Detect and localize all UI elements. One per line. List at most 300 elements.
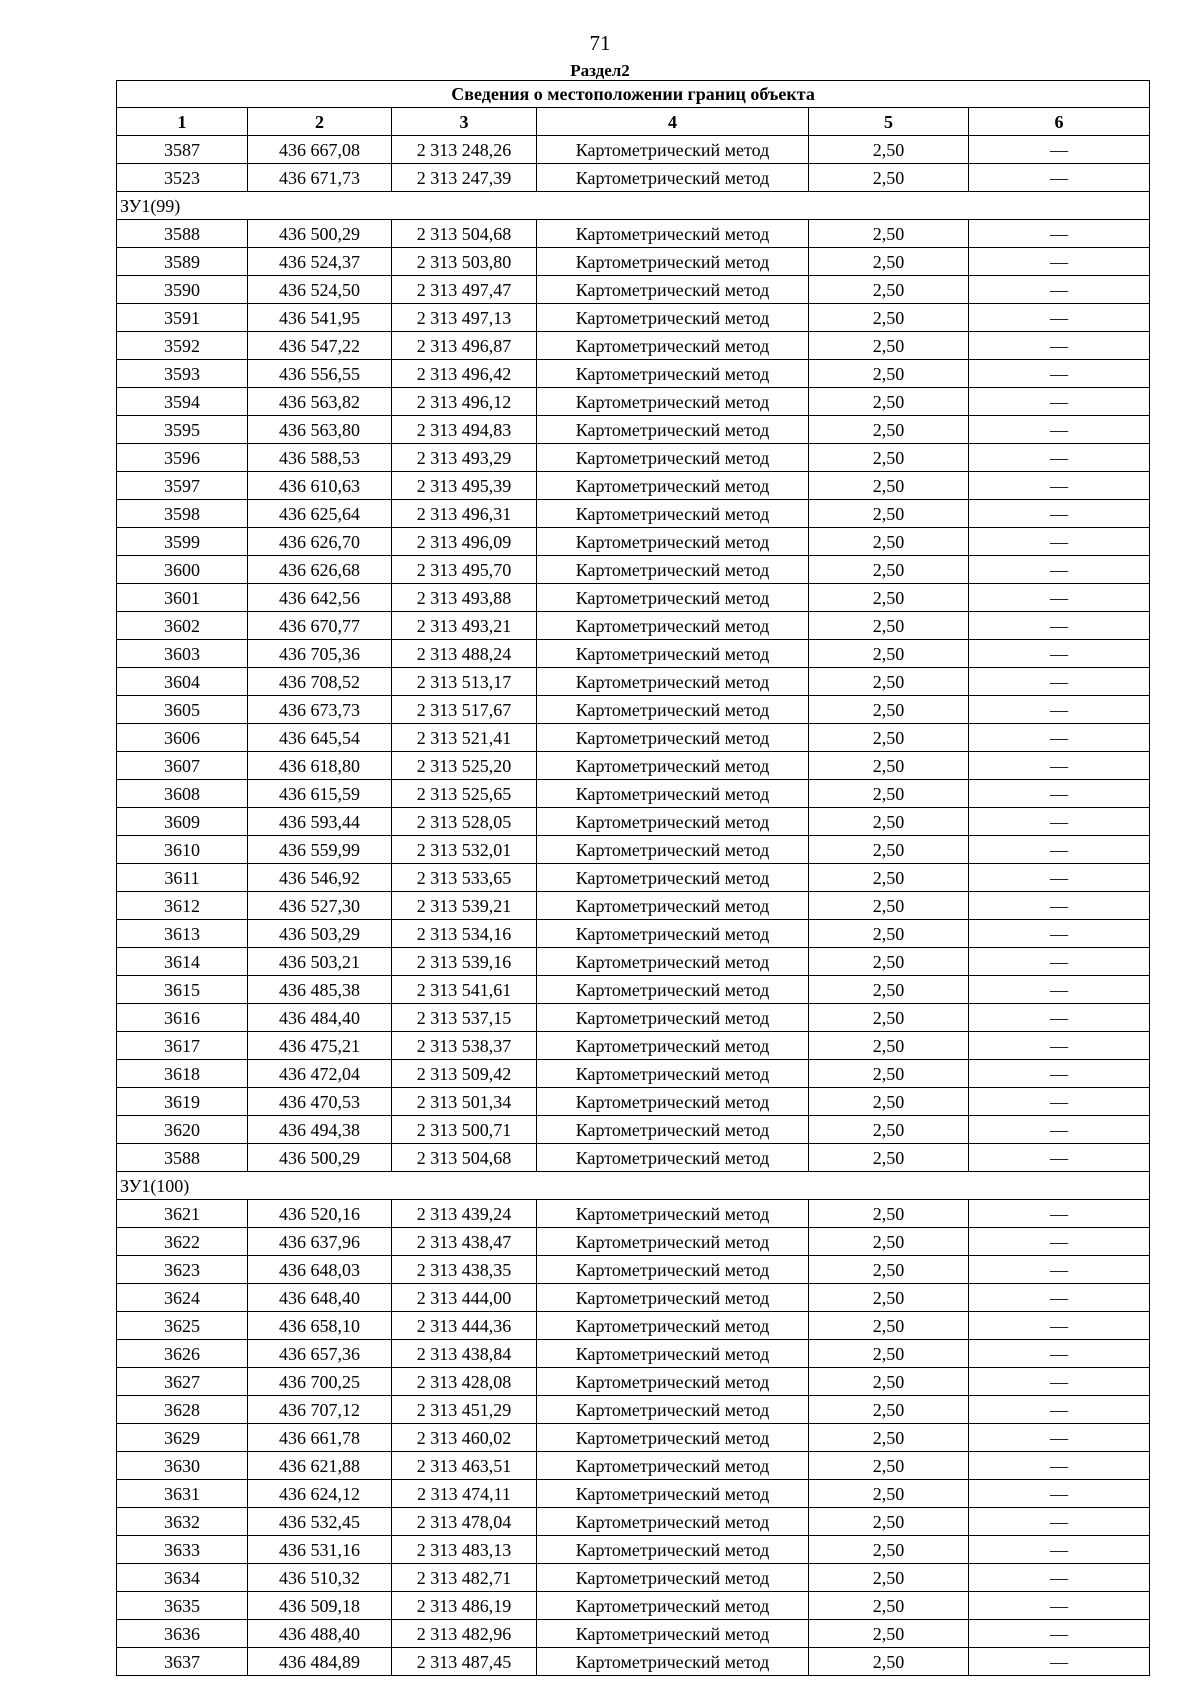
y-coordinate-cell: 2 313 509,42: [392, 1060, 537, 1088]
point-number-cell: 3601: [117, 584, 248, 612]
method-cell: Картометрический метод: [537, 1200, 809, 1228]
description-cell: —: [969, 780, 1150, 808]
method-cell: Картометрический метод: [537, 1312, 809, 1340]
description-cell: —: [969, 556, 1150, 584]
y-coordinate-cell: 2 313 539,21: [392, 892, 537, 920]
method-cell: Картометрический метод: [537, 332, 809, 360]
table-row: [117, 976, 1150, 1004]
y-coordinate-cell: 2 313 533,65: [392, 864, 537, 892]
method-cell: Картометрический метод: [537, 528, 809, 556]
point-number-cell: 3610: [117, 836, 248, 864]
x-coordinate-cell: 436 484,40: [248, 1004, 392, 1032]
method-cell: Картометрический метод: [537, 1648, 809, 1676]
y-coordinate-cell: 2 313 503,80: [392, 248, 537, 276]
table-row: [117, 696, 1150, 724]
table-row: [117, 1340, 1150, 1368]
y-coordinate-cell: 2 313 438,35: [392, 1256, 537, 1284]
description-cell: —: [969, 416, 1150, 444]
x-coordinate-cell: 436 510,32: [248, 1564, 392, 1592]
y-coordinate-cell: 2 313 497,47: [392, 276, 537, 304]
x-coordinate-cell: 436 531,16: [248, 1536, 392, 1564]
point-number-cell: 3608: [117, 780, 248, 808]
accuracy-cell: 2,50: [809, 976, 969, 1004]
description-cell: —: [969, 1424, 1150, 1452]
description-cell: —: [969, 1116, 1150, 1144]
accuracy-cell: 2,50: [809, 640, 969, 668]
point-number-cell: 3594: [117, 388, 248, 416]
accuracy-cell: 2,50: [809, 1032, 969, 1060]
y-coordinate-cell: 2 313 500,71: [392, 1116, 537, 1144]
description-cell: —: [969, 528, 1150, 556]
x-coordinate-cell: 436 708,52: [248, 668, 392, 696]
x-coordinate-cell: 436 615,59: [248, 780, 392, 808]
y-coordinate-cell: 2 313 247,39: [392, 164, 537, 192]
y-coordinate-cell: 2 313 537,15: [392, 1004, 537, 1032]
method-cell: Картометрический метод: [537, 948, 809, 976]
method-cell: Картометрический метод: [537, 1508, 809, 1536]
point-number-cell: 3629: [117, 1424, 248, 1452]
accuracy-cell: 2,50: [809, 136, 969, 164]
accuracy-cell: 2,50: [809, 1564, 969, 1592]
x-coordinate-cell: 436 593,44: [248, 808, 392, 836]
x-coordinate-cell: 436 563,80: [248, 416, 392, 444]
x-coordinate-cell: 436 484,89: [248, 1648, 392, 1676]
table-row: [117, 416, 1150, 444]
table-row: [117, 1284, 1150, 1312]
description-cell: —: [969, 136, 1150, 164]
accuracy-cell: 2,50: [809, 332, 969, 360]
description-cell: —: [969, 472, 1150, 500]
point-number-cell: 3598: [117, 500, 248, 528]
x-coordinate-cell: 436 661,78: [248, 1424, 392, 1452]
y-coordinate-cell: 2 313 517,67: [392, 696, 537, 724]
table-row: [117, 780, 1150, 808]
table-row: [117, 1424, 1150, 1452]
accuracy-cell: 2,50: [809, 528, 969, 556]
table-row: [117, 556, 1150, 584]
table-row: [117, 276, 1150, 304]
y-coordinate-cell: 2 313 486,19: [392, 1592, 537, 1620]
table-row: [117, 1508, 1150, 1536]
method-cell: Картометрический метод: [537, 164, 809, 192]
description-cell: —: [969, 1088, 1150, 1116]
point-number-cell: 3617: [117, 1032, 248, 1060]
description-cell: —: [969, 1256, 1150, 1284]
accuracy-cell: 2,50: [809, 556, 969, 584]
description-cell: —: [969, 1312, 1150, 1340]
method-cell: Картометрический метод: [537, 136, 809, 164]
point-number-cell: 3587: [117, 136, 248, 164]
description-cell: —: [969, 1284, 1150, 1312]
table-row: [117, 640, 1150, 668]
method-cell: Картометрический метод: [537, 892, 809, 920]
method-cell: Картометрический метод: [537, 1396, 809, 1424]
description-cell: —: [969, 276, 1150, 304]
x-coordinate-cell: 436 470,53: [248, 1088, 392, 1116]
y-coordinate-cell: 2 313 504,68: [392, 220, 537, 248]
point-number-cell: 3636: [117, 1620, 248, 1648]
description-cell: —: [969, 1004, 1150, 1032]
table-row: [117, 304, 1150, 332]
point-number-cell: 3607: [117, 752, 248, 780]
method-cell: Картометрический метод: [537, 696, 809, 724]
table-row: [117, 500, 1150, 528]
point-number-cell: 3627: [117, 1368, 248, 1396]
method-cell: Картометрический метод: [537, 1088, 809, 1116]
description-cell: —: [969, 696, 1150, 724]
description-cell: —: [969, 892, 1150, 920]
method-cell: Картометрический метод: [537, 724, 809, 752]
y-coordinate-cell: 2 313 495,70: [392, 556, 537, 584]
method-cell: Картометрический метод: [537, 1592, 809, 1620]
description-cell: —: [969, 948, 1150, 976]
column-number: 2: [248, 108, 392, 136]
accuracy-cell: 2,50: [809, 1480, 969, 1508]
table-row: [117, 612, 1150, 640]
table-row: [117, 1620, 1150, 1648]
y-coordinate-cell: 2 313 513,17: [392, 668, 537, 696]
x-coordinate-cell: 436 621,88: [248, 1452, 392, 1480]
accuracy-cell: 2,50: [809, 472, 969, 500]
boundary-coordinates-table: [116, 80, 1150, 1676]
accuracy-cell: 2,50: [809, 1452, 969, 1480]
column-number: 5: [809, 108, 969, 136]
accuracy-cell: 2,50: [809, 276, 969, 304]
point-number-cell: 3590: [117, 276, 248, 304]
group-label: ЗУ1(99): [117, 192, 1150, 220]
x-coordinate-cell: 436 625,64: [248, 500, 392, 528]
description-cell: —: [969, 920, 1150, 948]
point-number-cell: 3624: [117, 1284, 248, 1312]
point-number-cell: 3619: [117, 1088, 248, 1116]
method-cell: Картометрический метод: [537, 1060, 809, 1088]
method-cell: Картометрический метод: [537, 1368, 809, 1396]
x-coordinate-cell: 436 520,16: [248, 1200, 392, 1228]
x-coordinate-cell: 436 658,10: [248, 1312, 392, 1340]
accuracy-cell: 2,50: [809, 864, 969, 892]
table-row: [117, 1144, 1150, 1172]
description-cell: —: [969, 164, 1150, 192]
point-number-cell: 3631: [117, 1480, 248, 1508]
y-coordinate-cell: 2 313 496,09: [392, 528, 537, 556]
accuracy-cell: 2,50: [809, 920, 969, 948]
accuracy-cell: 2,50: [809, 164, 969, 192]
description-cell: —: [969, 1032, 1150, 1060]
description-cell: —: [969, 640, 1150, 668]
point-number-cell: 3591: [117, 304, 248, 332]
x-coordinate-cell: 436 626,68: [248, 556, 392, 584]
point-number-cell: 3602: [117, 612, 248, 640]
x-coordinate-cell: 436 500,29: [248, 220, 392, 248]
method-cell: Картометрический метод: [537, 612, 809, 640]
accuracy-cell: 2,50: [809, 752, 969, 780]
y-coordinate-cell: 2 313 248,26: [392, 136, 537, 164]
x-coordinate-cell: 436 527,30: [248, 892, 392, 920]
y-coordinate-cell: 2 313 528,05: [392, 808, 537, 836]
table-row: [117, 360, 1150, 388]
accuracy-cell: 2,50: [809, 1060, 969, 1088]
accuracy-cell: 2,50: [809, 1340, 969, 1368]
x-coordinate-cell: 436 645,54: [248, 724, 392, 752]
description-cell: —: [969, 752, 1150, 780]
point-number-cell: 3618: [117, 1060, 248, 1088]
x-coordinate-cell: 436 648,03: [248, 1256, 392, 1284]
column-number: 3: [392, 108, 537, 136]
y-coordinate-cell: 2 313 534,16: [392, 920, 537, 948]
table-row: [117, 528, 1150, 556]
y-coordinate-cell: 2 313 451,29: [392, 1396, 537, 1424]
description-cell: —: [969, 360, 1150, 388]
accuracy-cell: 2,50: [809, 1508, 969, 1536]
description-cell: —: [969, 1340, 1150, 1368]
description-cell: —: [969, 1480, 1150, 1508]
x-coordinate-cell: 436 626,70: [248, 528, 392, 556]
method-cell: Картометрический метод: [537, 220, 809, 248]
x-coordinate-cell: 436 494,38: [248, 1116, 392, 1144]
description-cell: —: [969, 976, 1150, 1004]
description-cell: —: [969, 388, 1150, 416]
x-coordinate-cell: 436 532,45: [248, 1508, 392, 1536]
description-cell: —: [969, 304, 1150, 332]
point-number-cell: 3615: [117, 976, 248, 1004]
method-cell: Картометрический метод: [537, 304, 809, 332]
point-number-cell: 3595: [117, 416, 248, 444]
table-row: [117, 892, 1150, 920]
y-coordinate-cell: 2 313 494,83: [392, 416, 537, 444]
x-coordinate-cell: 436 657,36: [248, 1340, 392, 1368]
table-row: [117, 920, 1150, 948]
description-cell: —: [969, 1200, 1150, 1228]
method-cell: Картометрический метод: [537, 1536, 809, 1564]
y-coordinate-cell: 2 313 525,65: [392, 780, 537, 808]
accuracy-cell: 2,50: [809, 892, 969, 920]
description-cell: —: [969, 444, 1150, 472]
column-number: 4: [537, 108, 809, 136]
accuracy-cell: 2,50: [809, 1144, 969, 1172]
table-row: [117, 1004, 1150, 1032]
accuracy-cell: 2,50: [809, 220, 969, 248]
table-row: [117, 136, 1150, 164]
point-number-cell: 3621: [117, 1200, 248, 1228]
x-coordinate-cell: 436 671,73: [248, 164, 392, 192]
point-number-cell: 3614: [117, 948, 248, 976]
x-coordinate-cell: 436 500,29: [248, 1144, 392, 1172]
description-cell: —: [969, 1648, 1150, 1676]
method-cell: Картометрический метод: [537, 1564, 809, 1592]
y-coordinate-cell: 2 313 496,87: [392, 332, 537, 360]
point-number-cell: 3626: [117, 1340, 248, 1368]
y-coordinate-cell: 2 313 438,47: [392, 1228, 537, 1256]
point-number-cell: 3605: [117, 696, 248, 724]
point-number-cell: 3628: [117, 1396, 248, 1424]
description-cell: —: [969, 1620, 1150, 1648]
x-coordinate-cell: 436 472,04: [248, 1060, 392, 1088]
point-number-cell: 3630: [117, 1452, 248, 1480]
table-row: [117, 668, 1150, 696]
y-coordinate-cell: 2 313 496,42: [392, 360, 537, 388]
point-number-cell: 3611: [117, 864, 248, 892]
point-number-cell: 3609: [117, 808, 248, 836]
method-cell: Картометрический метод: [537, 360, 809, 388]
group-header-row: [117, 192, 1150, 220]
point-number-cell: 3623: [117, 1256, 248, 1284]
description-cell: —: [969, 836, 1150, 864]
x-coordinate-cell: 436 588,53: [248, 444, 392, 472]
x-coordinate-cell: 436 541,95: [248, 304, 392, 332]
accuracy-cell: 2,50: [809, 948, 969, 976]
x-coordinate-cell: 436 556,55: [248, 360, 392, 388]
x-coordinate-cell: 436 673,73: [248, 696, 392, 724]
method-cell: Картометрический метод: [537, 584, 809, 612]
description-cell: —: [969, 220, 1150, 248]
table-row: [117, 948, 1150, 976]
point-number-cell: 3593: [117, 360, 248, 388]
point-number-cell: 3632: [117, 1508, 248, 1536]
table-row: [117, 584, 1150, 612]
accuracy-cell: 2,50: [809, 304, 969, 332]
x-coordinate-cell: 436 485,38: [248, 976, 392, 1004]
method-cell: Картометрический метод: [537, 1620, 809, 1648]
method-cell: Картометрический метод: [537, 1004, 809, 1032]
method-cell: Картометрический метод: [537, 1424, 809, 1452]
point-number-cell: 3620: [117, 1116, 248, 1144]
x-coordinate-cell: 436 524,37: [248, 248, 392, 276]
table-row: [117, 1116, 1150, 1144]
accuracy-cell: 2,50: [809, 416, 969, 444]
accuracy-cell: 2,50: [809, 1424, 969, 1452]
table-row: [117, 752, 1150, 780]
method-cell: Картометрический метод: [537, 472, 809, 500]
y-coordinate-cell: 2 313 488,24: [392, 640, 537, 668]
description-cell: —: [969, 1396, 1150, 1424]
y-coordinate-cell: 2 313 444,36: [392, 1312, 537, 1340]
method-cell: Картометрический метод: [537, 668, 809, 696]
accuracy-cell: 2,50: [809, 724, 969, 752]
accuracy-cell: 2,50: [809, 668, 969, 696]
x-coordinate-cell: 436 563,82: [248, 388, 392, 416]
x-coordinate-cell: 436 707,12: [248, 1396, 392, 1424]
point-number-cell: 3635: [117, 1592, 248, 1620]
point-number-cell: 3588: [117, 1144, 248, 1172]
table-row: [117, 472, 1150, 500]
accuracy-cell: 2,50: [809, 1088, 969, 1116]
y-coordinate-cell: 2 313 496,12: [392, 388, 537, 416]
point-number-cell: 3633: [117, 1536, 248, 1564]
y-coordinate-cell: 2 313 428,08: [392, 1368, 537, 1396]
table-row: [117, 836, 1150, 864]
accuracy-cell: 2,50: [809, 696, 969, 724]
table-row: [117, 724, 1150, 752]
y-coordinate-cell: 2 313 478,04: [392, 1508, 537, 1536]
y-coordinate-cell: 2 313 444,00: [392, 1284, 537, 1312]
point-number-cell: 3622: [117, 1228, 248, 1256]
y-coordinate-cell: 2 313 482,71: [392, 1564, 537, 1592]
method-cell: Картометрический метод: [537, 1256, 809, 1284]
accuracy-cell: 2,50: [809, 1312, 969, 1340]
accuracy-cell: 2,50: [809, 584, 969, 612]
x-coordinate-cell: 436 642,56: [248, 584, 392, 612]
method-cell: Картометрический метод: [537, 248, 809, 276]
method-cell: Картометрический метод: [537, 1340, 809, 1368]
method-cell: Картометрический метод: [537, 416, 809, 444]
accuracy-cell: 2,50: [809, 1284, 969, 1312]
y-coordinate-cell: 2 313 487,45: [392, 1648, 537, 1676]
table-row: [117, 1648, 1150, 1676]
method-cell: Картометрический метод: [537, 1228, 809, 1256]
description-cell: —: [969, 1060, 1150, 1088]
column-number: 6: [969, 108, 1150, 136]
x-coordinate-cell: 436 503,21: [248, 948, 392, 976]
y-coordinate-cell: 2 313 493,29: [392, 444, 537, 472]
method-cell: Картометрический метод: [537, 1480, 809, 1508]
accuracy-cell: 2,50: [809, 1004, 969, 1032]
y-coordinate-cell: 2 313 483,13: [392, 1536, 537, 1564]
table-row: [117, 1396, 1150, 1424]
method-cell: Картометрический метод: [537, 640, 809, 668]
y-coordinate-cell: 2 313 541,61: [392, 976, 537, 1004]
y-coordinate-cell: 2 313 495,39: [392, 472, 537, 500]
table-row: [117, 332, 1150, 360]
table-row: [117, 1256, 1150, 1284]
accuracy-cell: 2,50: [809, 1620, 969, 1648]
method-cell: Картометрический метод: [537, 500, 809, 528]
point-number-cell: 3616: [117, 1004, 248, 1032]
description-cell: —: [969, 808, 1150, 836]
table-row: [117, 1564, 1150, 1592]
x-coordinate-cell: 436 700,25: [248, 1368, 392, 1396]
x-coordinate-cell: 436 637,96: [248, 1228, 392, 1256]
accuracy-cell: 2,50: [809, 388, 969, 416]
accuracy-cell: 2,50: [809, 1116, 969, 1144]
table-row: [117, 444, 1150, 472]
description-cell: —: [969, 864, 1150, 892]
table-row: [117, 164, 1150, 192]
y-coordinate-cell: 2 313 439,24: [392, 1200, 537, 1228]
point-number-cell: 3599: [117, 528, 248, 556]
y-coordinate-cell: 2 313 539,16: [392, 948, 537, 976]
group-header-row: [117, 1172, 1150, 1200]
accuracy-cell: 2,50: [809, 808, 969, 836]
table-row: [117, 388, 1150, 416]
y-coordinate-cell: 2 313 460,02: [392, 1424, 537, 1452]
accuracy-cell: 2,50: [809, 444, 969, 472]
description-cell: —: [969, 1564, 1150, 1592]
description-cell: —: [969, 332, 1150, 360]
x-coordinate-cell: 436 488,40: [248, 1620, 392, 1648]
method-cell: Картометрический метод: [537, 388, 809, 416]
description-cell: —: [969, 1144, 1150, 1172]
point-number-cell: 3592: [117, 332, 248, 360]
method-cell: Картометрический метод: [537, 556, 809, 584]
description-cell: —: [969, 248, 1150, 276]
y-coordinate-cell: 2 313 521,41: [392, 724, 537, 752]
point-number-cell: 3625: [117, 1312, 248, 1340]
table-row: [117, 1228, 1150, 1256]
column-numbers-row: [117, 108, 1150, 136]
y-coordinate-cell: 2 313 532,01: [392, 836, 537, 864]
point-number-cell: 3596: [117, 444, 248, 472]
method-cell: Картометрический метод: [537, 1452, 809, 1480]
group-label: ЗУ1(100): [117, 1172, 1150, 1200]
table-row: [117, 248, 1150, 276]
description-cell: —: [969, 584, 1150, 612]
table-row: [117, 1368, 1150, 1396]
description-cell: —: [969, 1508, 1150, 1536]
x-coordinate-cell: 436 610,63: [248, 472, 392, 500]
point-number-cell: 3523: [117, 164, 248, 192]
method-cell: Картометрический метод: [537, 836, 809, 864]
method-cell: Картометрический метод: [537, 276, 809, 304]
